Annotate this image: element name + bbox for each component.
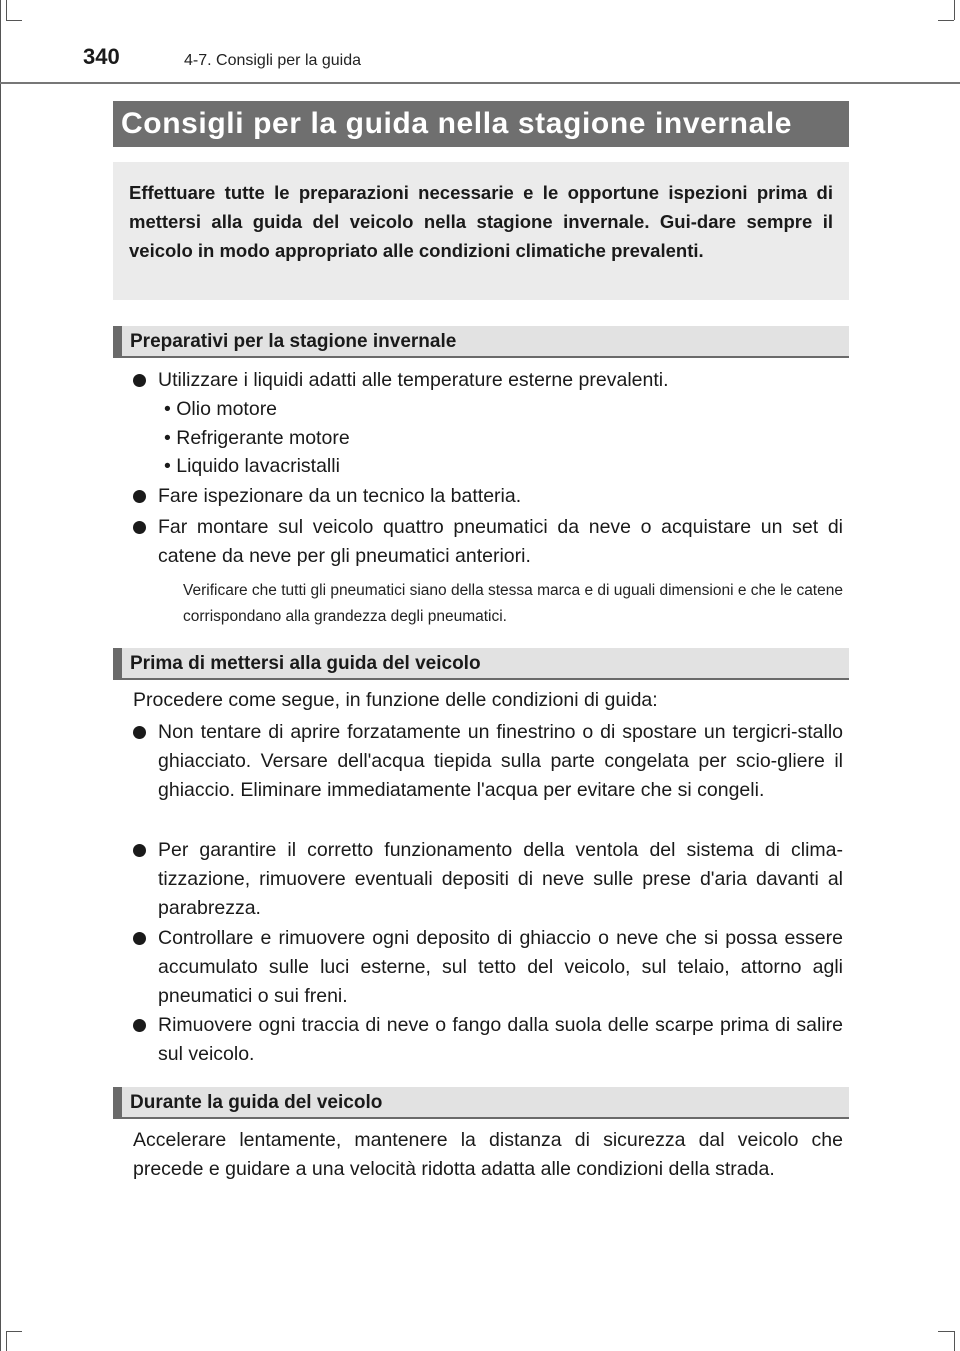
bullet-text: Rimuovere ogni traccia di neve o fango dalla suola delle scarpe prima di salire sul veicolo.	[158, 1014, 843, 1065]
bullet-icon	[133, 1019, 146, 1032]
crop-mark	[6, 20, 22, 21]
sub-item: • Liquido lavacristalli	[164, 455, 340, 477]
bullet-text: Utilizzare i liquidi adatti alle temperature esterne prevalenti.	[158, 369, 669, 391]
section-heading-durante: Durante la guida del veicolo	[113, 1087, 849, 1119]
bullet-text: Controllare e rimuovere ogni deposito di ghiaccio o neve che si possa essere accumulato sulle luci esterne, sul tetto del veicolo, sul telaio, attorno agli pneumatici o sui freni.	[158, 927, 843, 1007]
bullet-icon	[133, 374, 146, 387]
bullet-item	[133, 924, 843, 1011]
section-intro: Procedere come segue, in funzione delle condizioni di guida:	[133, 689, 658, 711]
bullet-icon	[133, 844, 146, 857]
running-head: 4-7. Consigli per la guida	[184, 52, 361, 69]
crop-mark	[938, 1331, 954, 1332]
section-heading-preparativi: Preparativi per la stagione invernale	[113, 326, 849, 358]
bullet-item	[133, 718, 843, 805]
crop-mark	[954, 0, 955, 20]
bullet-icon	[133, 490, 146, 503]
crop-mark	[6, 1331, 7, 1351]
bullet-text: Fare ispezionare da un tecnico la batteria.	[158, 485, 522, 507]
bullet-icon	[133, 726, 146, 739]
bullet-text: Far montare sul veicolo quattro pneumatici da neve o acquistare un set di catene da neve per gli pneumatici anteriori.	[158, 516, 843, 567]
crop-mark	[938, 20, 954, 21]
bullet-item	[133, 482, 843, 511]
crop-mark	[6, 1331, 22, 1332]
bullet-item	[133, 513, 843, 571]
section-text: Accelerare lentamente, mantenere la distanza di sicurezza dal veicolo che precede e guidare a una velocità ridotta adatta alle condizioni della strada.	[133, 1129, 843, 1180]
crop-mark	[6, 0, 7, 20]
page-number: 340	[83, 44, 120, 69]
sub-item: • Refrigerante motore	[164, 427, 350, 449]
header-rule	[0, 82, 960, 84]
section-heading-prima: Prima di mettersi alla guida del veicolo	[113, 648, 849, 680]
crop-mark	[0, 0, 1, 1351]
page-title: Consigli per la guida nella stagione invernale	[113, 101, 849, 147]
sub-item: • Olio motore	[164, 398, 278, 420]
bullet-icon	[133, 932, 146, 945]
bullet-item	[133, 366, 843, 395]
bullet-text: Non tentare di aprire forzatamente un finestrino o di spostare un tergicri-stallo ghiacciato. Versare dell'acqua tiepida sulla parte congelata per scio-gliere il ghiaccio. Eliminare immediatamente l'acqua per evitare che si congeli.	[158, 721, 843, 801]
bullet-item	[133, 836, 843, 923]
crop-mark	[954, 1331, 955, 1351]
note-text: Verificare che tutti gli pneumatici siano della stessa marca e di uguali dimensioni e che le catene corrispondano alla grandezza degli pneumatici.	[183, 582, 843, 625]
bullet-item	[133, 1011, 843, 1069]
bullet-text: Per garantire il corretto funzionamento della ventola del sistema di clima-tizzazione, rimuovere eventuali depositi di neve sulle prese d'aria davanti al parabrezza.	[158, 839, 843, 919]
intro-box: Effettuare tutte le preparazioni necessarie e le opportune ispezioni prima di mettersi alla guida del veicolo nella stagione invernale. Gui-dare sempre il veicolo in modo appropriato alle condizioni climatiche prevalenti.	[113, 162, 849, 300]
bullet-icon	[133, 521, 146, 534]
